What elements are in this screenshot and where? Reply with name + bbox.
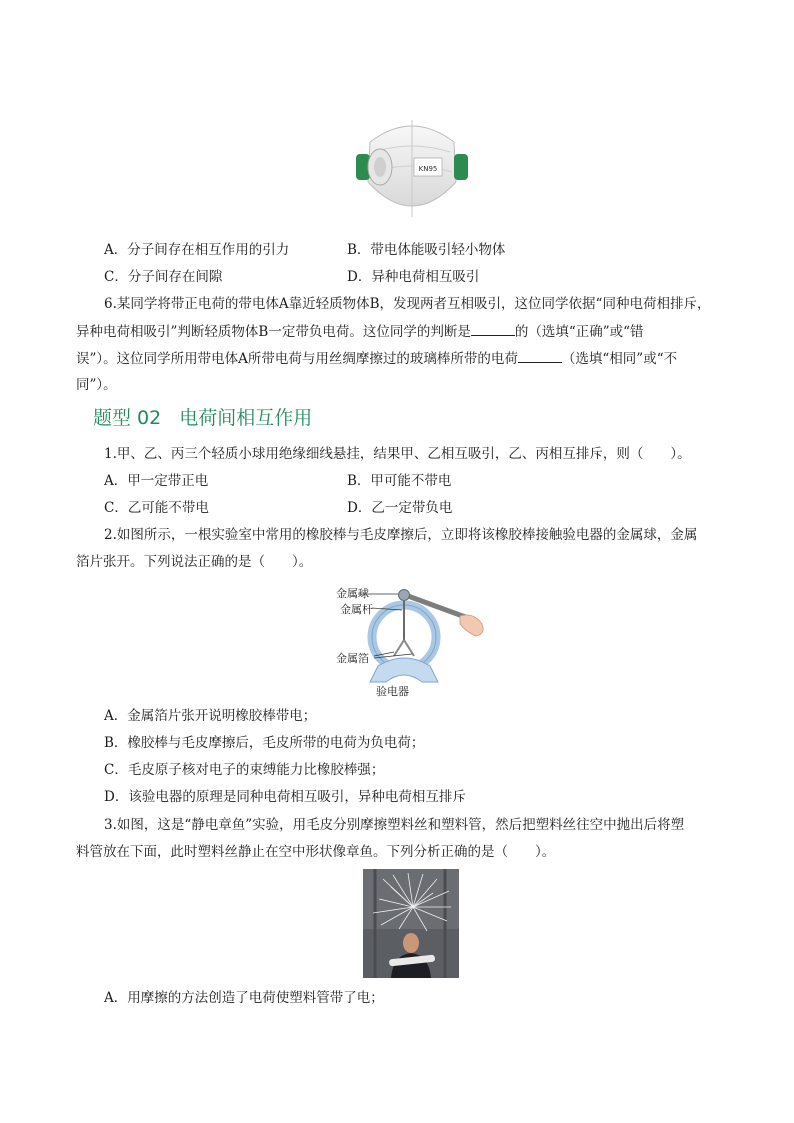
q3-option-a: A．用摩擦的方法创造了电荷使塑料管带了电； <box>104 990 384 1006</box>
prev-option-c: C．分子间存在间隙 <box>104 269 223 285</box>
figure-caption-electroscope: 验电器 <box>376 685 409 698</box>
kn95-mask-image <box>352 112 472 227</box>
q3-line2: 料管放在下面，此时塑料丝静止在空中形状像章鱼。下列分析正确的是（ ）。 <box>76 844 556 860</box>
mask-logo-text: KN95 <box>418 165 438 173</box>
q6-line3-text: 误”）。这位同学所用带电体A所带电荷与用丝绸摩擦过的玻璃棒所带的电荷 <box>76 351 518 367</box>
q6-line2-end: 的（选填“正确”或“错 <box>514 324 644 340</box>
q1-option-c: C．乙可能不带电 <box>104 500 209 516</box>
section-heading <box>93 405 312 431</box>
label-metal-foil: 金属箔 <box>336 652 369 665</box>
q6-line4: 同”）。 <box>76 377 117 393</box>
q2-line1: 2.如图所示，一根实验室中常用的橡胶棒与毛皮摩擦后，立即将该橡胶棒接触验电器的金属球，金属 <box>104 527 698 543</box>
q1-option-b: B．甲可能不带电 <box>347 473 452 489</box>
prev-option-a: A．分子间存在相互作用的引力 <box>104 242 290 258</box>
label-metal-rod: 金属杆 <box>340 603 373 616</box>
q3-line1: 3.如图，这是“静电章鱼”实验，用毛皮分别摩擦塑料丝和塑料管，然后把塑料丝往空中抛出后将塑 <box>104 817 685 833</box>
q6-line2-text: 异种电荷相吸引”判断轻质物体B一定带负电荷。这位同学的判断是 <box>76 324 471 340</box>
prev-option-b: B．带电体能吸引轻小物体 <box>347 242 506 258</box>
q6-blank2[interactable] <box>518 348 562 363</box>
q2-option-d: D．该验电器的原理是同种电荷相互吸引，异种电荷相互排斥 <box>104 789 466 805</box>
q2-option-c: C．毛皮原子核对电子的束缚能力比橡胶棒强； <box>104 762 385 778</box>
q2-line2: 箔片张开。下列说法正确的是（ ）。 <box>76 554 313 570</box>
q6-line1: 6.某同学将带正电荷的带电体A靠近轻质物体B，发现两者互相吸引，这位同学依据“同种电荷相排斥， <box>104 296 711 312</box>
q6-line2 <box>76 321 644 342</box>
static-octopus-photo <box>363 869 459 978</box>
q6-line3-end: （选填“相同”或“不 <box>561 351 678 367</box>
q6-blank1[interactable] <box>471 321 515 336</box>
electroscope-figure <box>328 582 490 700</box>
section-title: 电荷间相互作用 <box>179 407 313 429</box>
prev-option-d: D．异种电荷相互吸引 <box>347 269 480 285</box>
label-metal-ball: 金属球 <box>336 587 369 600</box>
q1-option-d: D．乙一定带负电 <box>347 500 453 516</box>
q6-line3 <box>76 348 677 369</box>
section-label: 题型 02 <box>93 407 162 429</box>
q2-option-b: B．橡胶棒与毛皮摩擦后，毛皮所带的电荷为负电荷； <box>104 735 425 751</box>
q1-stem: 1.甲、乙、丙三个轻质小球用绝缘细线悬挂，结果甲、乙相互吸引，乙、丙相互排斥，则（ ）。 <box>104 446 691 462</box>
q1-option-a: A．甲一定带正电 <box>104 473 209 489</box>
q2-option-a: A．金属箔片张开说明橡胶棒带电； <box>104 708 317 724</box>
